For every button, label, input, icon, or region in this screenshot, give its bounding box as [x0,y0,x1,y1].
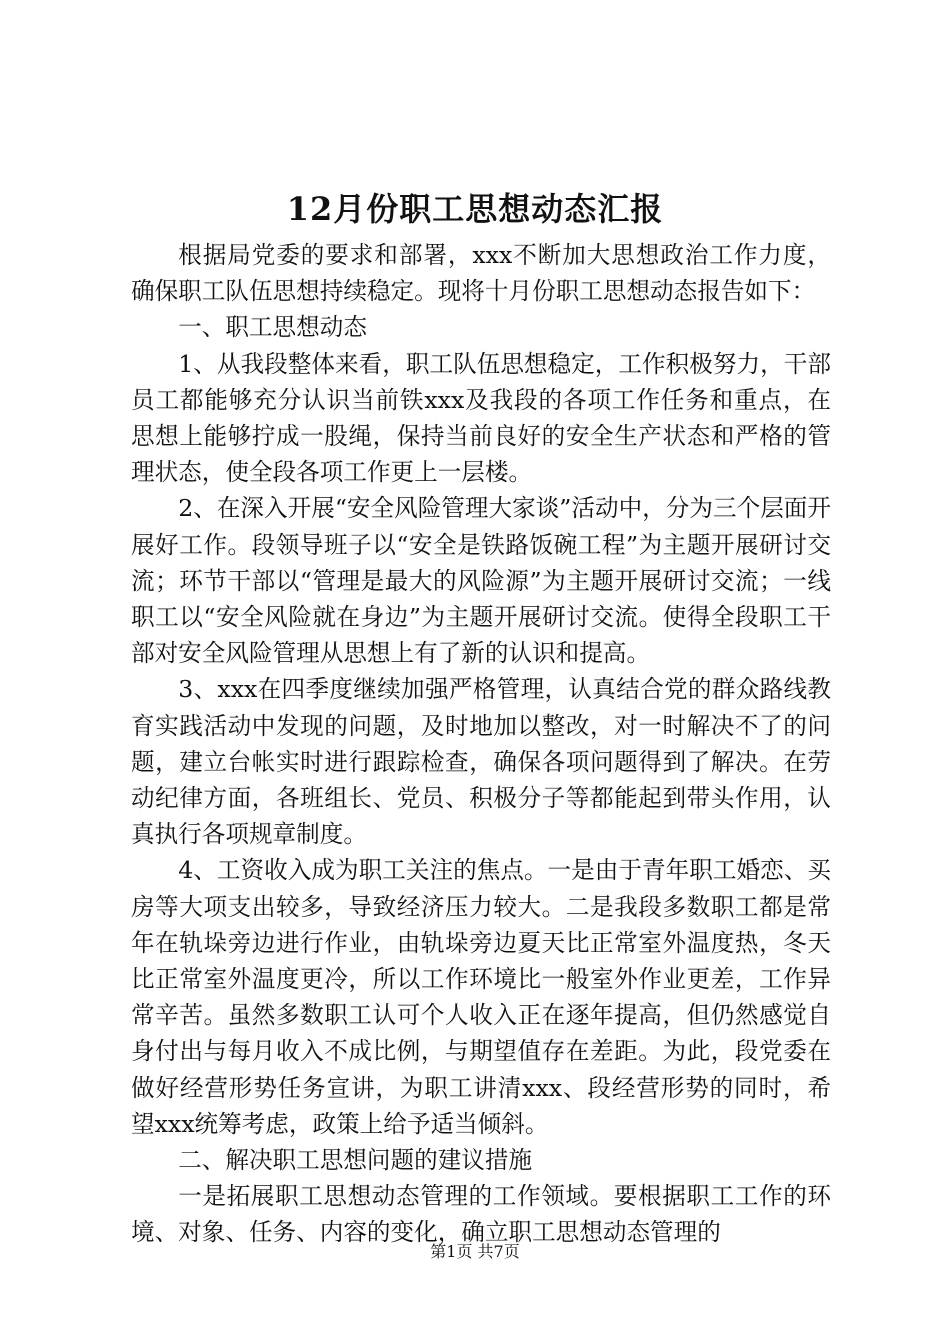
section-heading-1: 一、职工思想动态 [178,313,367,342]
paragraph-item-2: 2、在深入开展“安全风险管理大家谈”活动中，分为三个层面开展好工作。段领导班子以“安全是铁路饭碗工程”为主题开展研讨交流；环节干部以“管理是最大的风险源”为主题开展研讨交流；一线职工以“安全风险就在身边”为主题开展研讨交流。使得全段职工干部对安全风险管理从思想上有了新的认识和提高。 [131,494,831,668]
page-number-footer: 第1页 共7页 [430,1242,520,1261]
document-body [131,237,831,1251]
document-title: 12月份职工思想动态汇报 [286,190,664,228]
paragraph-intro: 根据局党委的要求和部署，xxx不断加大思想政治工作力度，确保职工队伍思想持续稳定。现将十月份职工思想动态报告如下： [131,241,831,306]
paragraph-item-4: 4、工资收入成为职工关注的焦点。一是由于青年职工婚恋、买房等大项支出较多，导致经济压力较大。二是我段多数职工都是常年在轨垛旁边进行作业，由轨垛旁边夏天比正常室外温度热，冬天比正常室外温度更冷，所以工作环境比一般室外作业更差，工作异常辛苦。虽然多数职工认可个人收入正在逐年提高，但仍然感觉自身付出与每月收入不成比例，与期望值存在差距。为此，段党委在做好经营形势任务宣讲，为职工讲清xxx、段经营形势的同时，希望xxx统筹考虑，政策上给予适当倾斜。 [131,856,831,1138]
paragraph-item-3: 3、xxx在四季度继续加强严格管理，认真结合党的群众路线教育实践活动中发现的问题，及时地加以整改，对一时解决不了的问题，建立台帐实时进行跟踪检查，确保各项问题得到了解决。在劳动纪律方面，各班组长、党员、积极分子等都能起到带头作用，认真执行各项规章制度。 [131,675,831,849]
section-heading-2: 二、解决职工思想问题的建议措施 [178,1146,533,1175]
paragraph-measure-1: 一是拓展职工思想动态管理的工作领域。要根据职工工作的环境、对象、任务、内容的变化，确立职工思想动态管理的 [131,1182,831,1247]
paragraph-item-1: 1、从我段整体来看，职工队伍思想稳定，工作积极努力，干部员工都能够充分认识当前铁xxx及我段的各项工作任务和重点，在思想上能够拧成一股绳，保持当前良好的安全生产状态和严格的管理状态，使全段各项工作更上一层楼。 [131,349,831,487]
